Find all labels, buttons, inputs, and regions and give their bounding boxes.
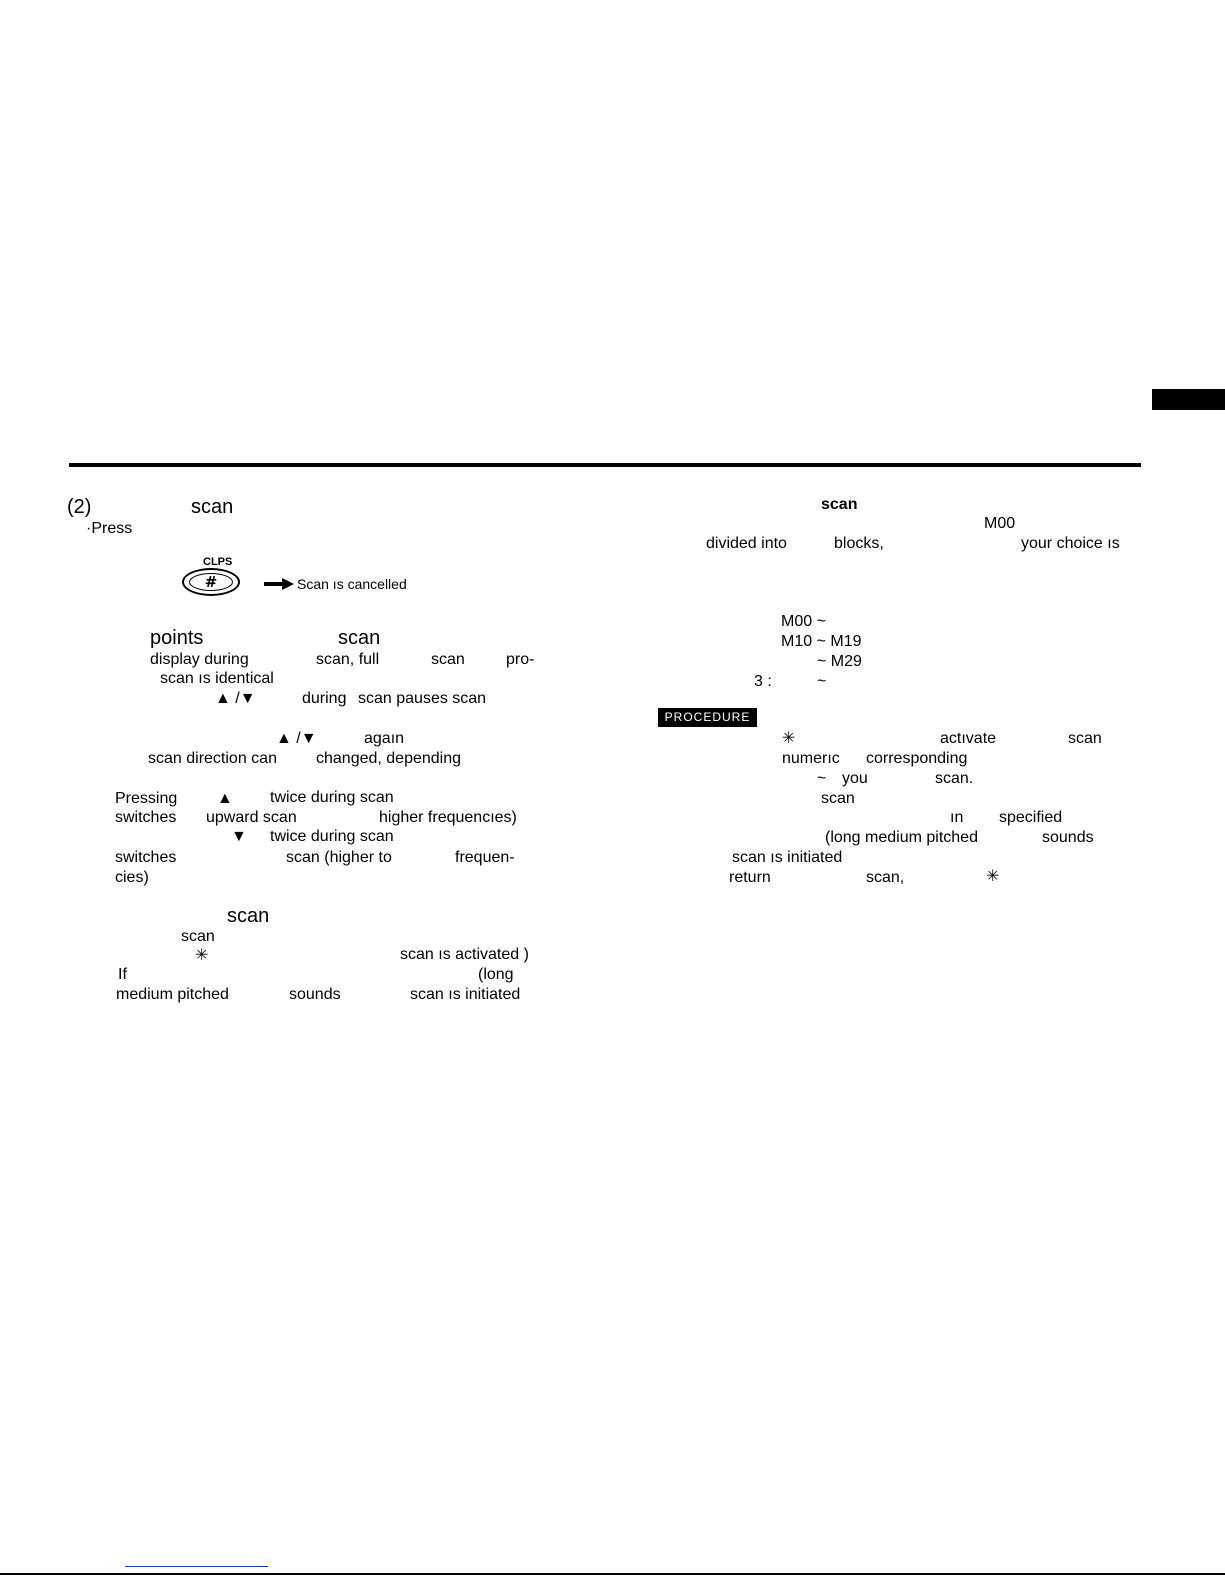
footer-rule	[0, 1573, 1225, 1575]
text-fragment: actıvate	[940, 730, 997, 747]
text-fragment: scan	[821, 790, 855, 807]
block-line: ~ M29	[817, 653, 862, 670]
section-number: (2)	[67, 496, 92, 518]
up-down-arrows: ▲ /▼	[215, 690, 256, 707]
text-fragment: twice during scan	[270, 828, 394, 845]
procedure-badge: PROCEDURE	[658, 708, 757, 727]
asterisk-key-icon: ✳	[986, 866, 1000, 885]
block-line: M10 ~ M19	[781, 633, 862, 650]
text-fragment: scan (higher to	[286, 849, 392, 866]
text-fragment: scan ıs initiated	[732, 849, 843, 866]
text-fragment: switches	[115, 809, 177, 826]
text-fragment: scan, full	[316, 651, 380, 668]
text-fragment: return	[729, 869, 771, 886]
down-arrow-icon: ▼	[231, 828, 247, 845]
text-fragment: M00	[984, 515, 1016, 532]
up-arrow-icon: ▲	[217, 790, 233, 807]
block-line: 3 :	[754, 673, 772, 690]
text-fragment: Pressing	[115, 790, 178, 807]
text-fragment: divided into	[706, 535, 787, 552]
text-fragment: your choice ıs	[1021, 535, 1120, 552]
text-fragment: (long medium pitched	[825, 829, 978, 846]
right-heading-scan: scan	[821, 496, 858, 513]
text-fragment: cies)	[115, 869, 149, 886]
text-fragment: switches	[115, 849, 177, 866]
scan-cancelled-text: Scan ıs cancelled	[297, 576, 407, 592]
press-text: ·Press	[86, 520, 133, 537]
text-fragment: changed, depending	[316, 750, 462, 767]
block-line: ~	[817, 673, 827, 690]
text-fragment: scan ıs identical	[160, 670, 274, 687]
text-fragment: scan ıs initiated	[410, 986, 521, 1003]
asterisk-key-icon: ✳	[782, 728, 796, 747]
right-arrow-icon	[264, 578, 294, 590]
text-fragment: ın	[950, 809, 964, 826]
text-fragment: scan	[431, 651, 465, 668]
text-fragment: sounds	[289, 986, 341, 1003]
text-fragment: twice during scan	[270, 789, 394, 806]
text-fragment: scan direction can	[148, 750, 277, 767]
asterisk-key-icon: ✳	[195, 945, 209, 964]
text-fragment: blocks,	[834, 535, 884, 552]
hash-key-icon	[182, 568, 240, 596]
text-fragment: you	[842, 770, 868, 787]
text-fragment: during	[302, 690, 347, 707]
text-fragment: sounds	[1042, 829, 1094, 846]
text-fragment: scan,	[866, 869, 905, 886]
page-edge-tab	[1152, 389, 1225, 410]
text-fragment: upward scan	[206, 809, 297, 826]
points-heading: points	[150, 627, 204, 649]
text-fragment: higher frequencıes)	[379, 809, 517, 826]
text-fragment: scan ıs activated )	[400, 946, 529, 963]
text-fragment: frequen-	[455, 849, 515, 866]
up-down-arrows: ▲ /▼	[276, 730, 317, 747]
text-fragment: medium pitched	[116, 986, 229, 1003]
text-fragment: display during	[150, 651, 249, 668]
text-fragment: scan pauses scan	[358, 690, 487, 707]
text-fragment: agaın	[364, 730, 405, 747]
hash-key-symbol: #	[189, 573, 233, 591]
header-rule	[69, 463, 1141, 467]
text-fragment: pro-	[506, 651, 535, 668]
text-fragment: scan.	[935, 770, 974, 787]
underline-link-mark	[125, 1566, 268, 1567]
points-scan-heading: scan	[338, 627, 381, 649]
text-fragment: specified	[999, 809, 1063, 826]
text-fragment: scan	[181, 928, 215, 945]
text-fragment: scan	[1068, 730, 1102, 747]
section-heading: scan	[191, 496, 234, 518]
clps-key-label: CLPS	[203, 556, 233, 568]
block-line: M00 ~	[781, 613, 826, 630]
text-fragment: (long	[478, 966, 514, 983]
text-fragment: numerıc	[782, 750, 840, 767]
text-fragment: corresponding	[866, 750, 968, 767]
text-fragment: ~	[817, 770, 827, 787]
text-fragment: If	[118, 966, 127, 983]
scan-subheading: scan	[227, 905, 270, 927]
